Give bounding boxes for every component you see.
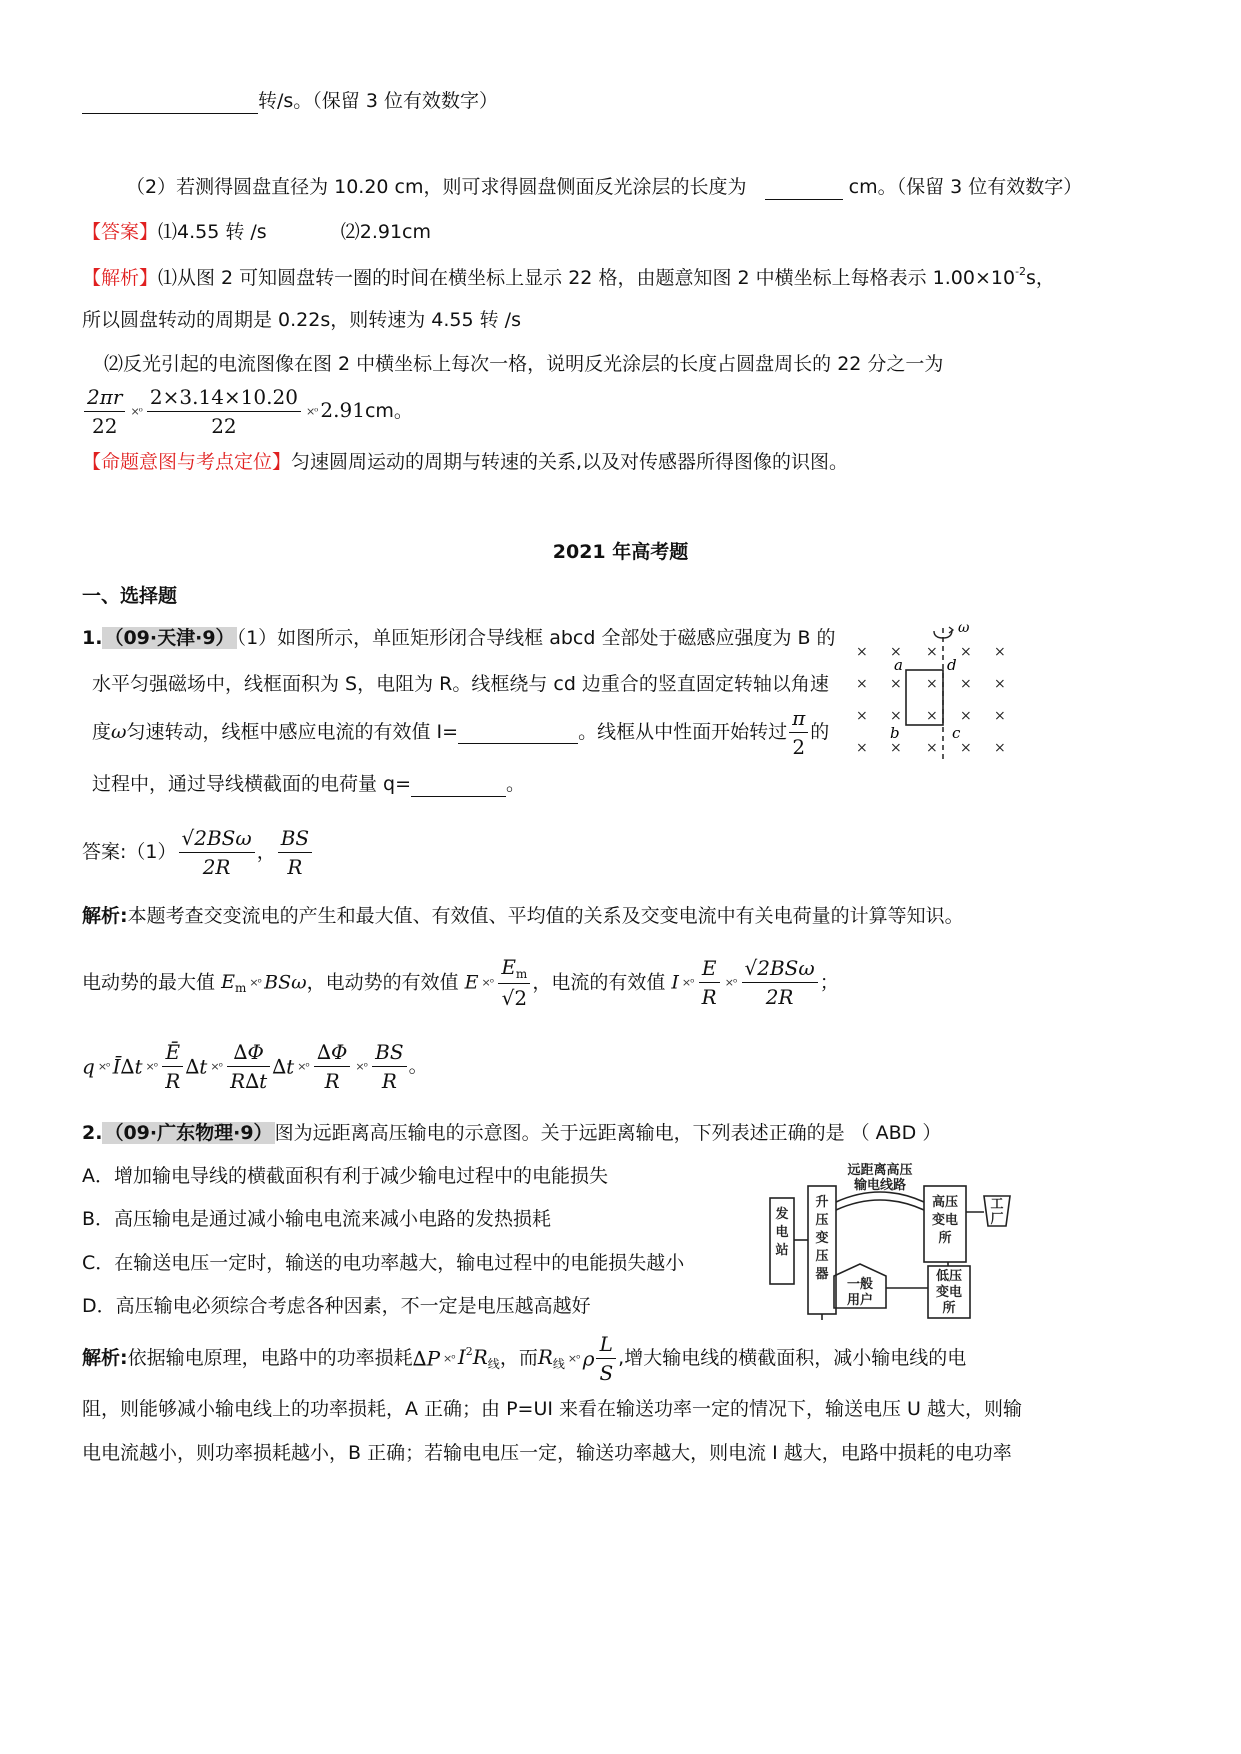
numerator: 2×3.14×10.20 [147,385,301,412]
equals-glyph: ×ᵒ [145,1059,158,1073]
denominator: 22 [211,414,237,438]
field-cross: × [856,708,868,724]
problem-2-stem [82,1122,941,1145]
fraction-e-over-r: $\frac{E}{R}$ [699,956,720,1009]
fraction-em-root2: $\frac{E_m}{√2}$ [498,955,530,1010]
fraction-value [147,385,301,438]
equals-glyph: ×ᵒ [210,1059,223,1073]
text: 的 [810,721,830,744]
analysis-line-2: 所以圆盘转动的周期是 0.22s，则转速为 4.55 转 /s [82,309,521,331]
equals-glyph: ×ᵒ [130,404,142,418]
station-char: 发 [775,1207,789,1222]
answer-blank-q[interactable] [411,773,506,797]
text: 。 [506,773,526,795]
hv-sub-line: 变电 [931,1213,959,1228]
q2-text-after: cm。（保留 3 位有效数字） [848,176,1083,198]
option-c: C．在输送电压一定时，输送的电功率越大，输电过程中的电能损失越小 [82,1252,685,1274]
problem-number: 1. [82,627,103,649]
problem-source: （09·天津·9） [104,627,235,649]
step-up-char: 器 [815,1267,829,1282]
text: 。线框从中性面开始转过 [578,721,788,744]
field-cross: × [960,740,972,756]
answer-label: 答案:（1） [82,841,177,864]
problem-1-analysis [82,905,964,928]
charge-formula [82,1040,428,1093]
problem-text: （1）如图所示，单匝矩形闭合导线框 abcd 全部处于磁感应强度为 B 的 [236,627,836,649]
rho: ρ [582,1346,595,1371]
fraction-l-over-s: $\frac{L}{S}$ [596,1332,616,1385]
field-cross: × [856,740,868,756]
label-c: c [952,724,961,742]
equals-glyph: ×ᵒ [681,976,694,990]
field-cross: × [890,740,902,756]
field-crosses [856,644,1006,756]
field-cross: × [994,676,1006,692]
equals-glyph: ×ᵒ [724,976,737,990]
fraction: $\frac{\Delta\Phi}{R}$ [314,1040,350,1093]
text: 依据输电原理，电路中的功率损耗 [127,1347,413,1370]
r-line: $R_线$ [537,1345,565,1372]
i-dt: Ī∆t [112,1054,143,1079]
field-cross: × [926,676,938,692]
text: 度 [92,721,112,744]
bsw-expr: BSω [264,971,307,994]
label-b: b [890,724,900,742]
problem-1-line-1 [82,627,836,650]
problem-stem: 图为远距离高压输电的示意图。关于远距离输电，下列表述正确的是 （ ABD ） [274,1122,942,1144]
analysis-text-1: ⑴从图 2 可知圆盘转一圈的时间在横坐标上显示 22 格，由题意知图 2 中横坐标上每格表示 1.00×10 [158,267,1016,289]
text: ，而 [499,1347,538,1370]
hv-line-label-2: 输电线路 [853,1178,907,1193]
delta-p: ∆P [412,1346,441,1371]
top-line-suffix: 转/s。（保留 3 位有效数字） [258,90,498,112]
q-symbol: q [82,1054,95,1079]
label-a: a [894,656,903,674]
answer-part-2: ⑵2.91cm [340,221,432,243]
numerator: BS [278,826,312,853]
rotating-loop-figure [846,614,1026,764]
hv-sub-line: 所 [938,1231,952,1246]
user-line: 用户 [846,1293,874,1308]
field-cross: × [890,708,902,724]
lv-sub-line: 所 [942,1301,956,1316]
problem-2-analysis-line-3: 电电流越小，则功率损耗越小，B 正确；若输电电压一定，输送功率越大，则电流 I 越大，电路中损耗的电功率 [82,1442,1012,1464]
factory-char: 厂 [990,1212,1004,1227]
answer-fraction-1 [179,826,255,879]
i2r: $I^2R_线$ [457,1345,500,1372]
section-title: 2021 年高考题 [552,541,689,563]
text: 过程中，通过导线横截面的电荷量 q= [92,773,412,795]
station-char: 站 [775,1243,789,1258]
exponent: -2 [1015,265,1027,278]
text: 匀速转动，线框中感应电流的有效值 I= [126,721,459,744]
analysis-line-1 [82,265,1055,290]
intent-text: 匀速圆周运动的周期与转速的关系,以及对传感器所得图像的识图。 [291,451,849,473]
problem-1-line-3 [92,706,829,759]
formula-result: 2.91 [320,398,365,422]
answer-blank[interactable] [82,90,258,114]
analysis-label: 【解析】 [82,267,159,289]
field-cross: × [960,644,972,660]
option-a: A．增加输电导线的横截面积有利于减少输电过程中的电能损失 [82,1165,608,1187]
fraction: $\frac{Ē}{R}$ [162,1040,183,1093]
problem-1-answer [82,826,314,879]
text: ，电动势的有效值 [306,971,459,994]
field-cross: × [926,644,938,660]
equals-glyph: ×ᵒ [355,1059,368,1073]
equals-glyph: ×ᵒ [249,976,262,990]
lv-sub-line: 低压 [935,1269,963,1284]
problem-2-analysis-line-2: 阻，则能够减小输电线上的功率损耗，A 正确；由 P=UI 来看在输送功率一定的情况下，输送电压 U 越大，则输 [82,1398,1022,1420]
text: ,增大输电线的横截面积，减小输电线的电 [618,1347,967,1370]
equals-glyph: ×ᵒ [567,1351,580,1365]
hv-sub-line: 高压 [931,1195,959,1210]
field-cross: × [994,740,1006,756]
field-cross: × [926,740,938,756]
answer-part-1: ⑴4.55 转 /s [158,221,267,243]
emf-symbol: E [464,971,479,994]
step-up-char: 压 [815,1213,829,1228]
formula-unit: cm。 [364,400,413,422]
fraction: $\frac{\Delta\Phi}{R\Delta t}$ [227,1040,270,1093]
emf-max-symbol: $E_m$ [221,970,247,995]
equals-glyph: ×ᵒ [481,976,494,990]
dt: ∆t [272,1054,295,1079]
step-up-char: 压 [815,1249,829,1264]
comma: ， [256,841,276,864]
fraction-2pir [84,385,125,438]
hv-line-bottom [836,1200,924,1210]
step-up-char: 变 [815,1231,829,1246]
semicolon: ； [819,971,839,994]
arc-length-formula [82,385,413,438]
numerator: π [789,706,808,733]
text: ，电流的有效值 [532,971,666,994]
fraction: $\frac{BS}{R}$ [372,1040,406,1093]
equals-glyph: ×ᵒ [305,404,318,418]
problem-1-line-2: 水平匀强磁场中，线框面积为 S，电阻为 R。线框绕与 cd 边重合的竖直固定转轴以角速 [92,673,829,695]
emf-line [82,955,839,1010]
numerator: 2πr [84,385,125,412]
dt: ∆t [185,1054,208,1079]
field-cross: × [856,676,868,692]
analysis-label: 解析: [82,1347,128,1370]
intent-label: 【命题意图与考点定位】 [82,451,292,473]
field-cross: × [890,676,902,692]
answer-label: 【答案】 [82,221,159,243]
step-up-char: 升 [815,1195,829,1210]
option-d: D．高压输电必须综合考虑各种因素，不一定是电压越高越好 [82,1295,591,1317]
equals-glyph: ×ᵒ [297,1059,309,1073]
analysis-text: 本题考查交变流电的产生和最大值、有效值、平均值的关系及交变电流中有关电荷量的计算等知识。 [127,905,964,927]
text: 电动势的最大值 [82,971,216,994]
answer-line [82,221,431,244]
answer-fraction-2 [278,826,312,879]
period: 。 [408,1055,428,1078]
field-cross: × [994,644,1006,660]
denominator: 2 [792,735,806,759]
option-b: B．高压输电是通过减小输电电流来减小电路的发热损耗 [82,1208,552,1230]
fraction-pi-over-2 [789,706,808,759]
question-2-text [126,176,1082,200]
factory-char: 工 [990,1197,1004,1212]
analysis-text-1-end: s， [1026,267,1055,289]
analysis-label: 解析: [82,905,128,927]
answer-blank-i[interactable] [458,721,578,745]
power-transmission-figure [768,1162,1058,1322]
hv-line-label-1: 远距离高压 [847,1163,913,1178]
station-char: 电 [775,1225,789,1240]
field-cross: × [994,708,1006,724]
denominator: 2R [202,855,231,879]
field-cross: × [960,676,972,692]
answer-blank[interactable] [765,176,843,200]
field-cross: × [856,644,868,660]
denominator: R [287,855,303,879]
omega-symbol: ω [111,721,127,744]
problem-1-line-4 [92,773,525,797]
lv-sub-line: 变电 [935,1285,963,1300]
user-line: 一般 [846,1277,874,1292]
problem-2-analysis-line-1 [82,1332,966,1385]
equals-glyph: ×ᵒ [443,1351,455,1365]
equals-glyph: ×ᵒ [97,1059,110,1073]
numerator: √2BSω [179,826,255,853]
section-heading: 一、选择题 [82,585,178,607]
q2-text-before: （2）若测得圆盘直径为 10.20 cm，则可求得圆盘侧面反光涂层的长度为 [126,176,747,198]
problem-number: 2. [82,1122,103,1144]
denominator: 22 [91,414,118,438]
field-cross: × [926,708,938,724]
field-cross: × [890,644,902,660]
label-d: d [947,656,957,674]
top-line [82,90,498,114]
omega-label: ω [958,620,970,636]
analysis-line-3: ⑵反光引起的电流图像在图 2 中横坐标上每次一格，说明反光涂层的长度占圆盘周长的 22 分之一为 [104,353,944,375]
current-symbol: I [671,971,679,994]
field-cross: × [960,708,972,724]
problem-source: （09·广东物理·9） [104,1122,273,1144]
intent-line [82,451,848,474]
fraction-result: $\frac{\text{√2BSω}}{2R}$ [742,956,818,1009]
